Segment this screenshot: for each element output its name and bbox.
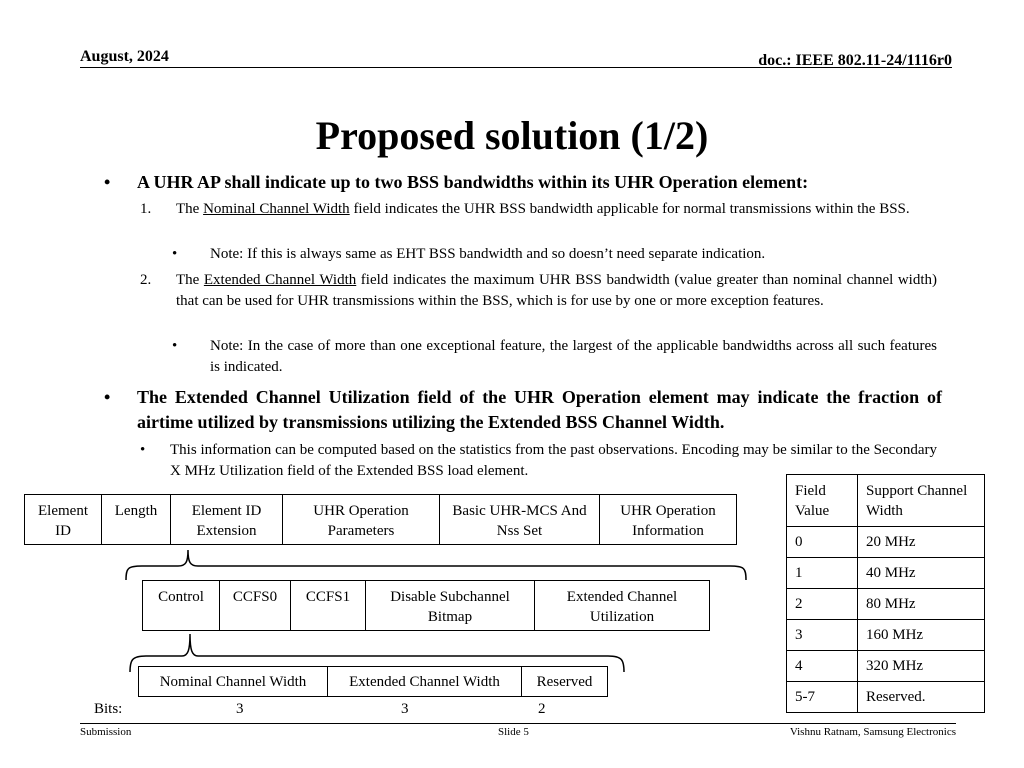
note-2 (172, 336, 942, 378)
table-cell: 20 MHz (858, 527, 985, 558)
bullet-2-sub-text: This information can be computed based on the statistics from the past observations. Encoding may be similar to the Secondary X MHz Utilization field of the Extended BSS load element. (170, 442, 937, 479)
note-1-text: Note: If this is always same as EHT BSS bandwidth and so doesn’t need separate indication. (210, 246, 766, 262)
footer-author: Vishnu Ratnam, Samsung Electronics (789, 726, 956, 738)
table-header: Support Channel Width (858, 475, 985, 527)
info-field: Control (143, 581, 220, 631)
slide-title: Proposed solution (1/2) (315, 113, 709, 158)
table-row (787, 620, 985, 651)
item-1-post: field indicates the UHR BSS bandwidth applicable for normal transmissions within the BSS. (349, 201, 910, 217)
table-cell: 4 (787, 651, 858, 682)
info-field: CCFS1 (291, 581, 366, 631)
bullet-marker: • (104, 387, 111, 407)
table-row (787, 589, 985, 620)
control-field: Reserved (522, 667, 608, 697)
list-number-1: 1. (140, 201, 152, 217)
operation-information-table (142, 580, 710, 631)
info-field: CCFS0 (220, 581, 291, 631)
header-doc-id: doc.: IEEE 802.11-24/1116r0 (758, 52, 952, 69)
table-cell: 3 (787, 620, 858, 651)
table-row (787, 682, 985, 713)
bits-label: Bits: (94, 701, 123, 717)
brace-info-expansion (120, 544, 760, 584)
element-field: UHR Operation Parameters (283, 495, 440, 545)
table-row (787, 651, 985, 682)
table-cell: 40 MHz (858, 558, 985, 589)
list-number-2: 2. (140, 272, 152, 288)
control-field: Nominal Channel Width (139, 667, 328, 697)
info-field: Disable Subchannel Bitmap (366, 581, 535, 631)
table-cell: 5-7 (787, 682, 858, 713)
bits-value: 2 (538, 701, 546, 717)
item-1-pre: The (176, 201, 204, 217)
info-field: Extended Channel Utilization (535, 581, 710, 631)
bullet-2-text: The Extended Channel Utilization field of the UHR Operation element may indicate the fraction of airtime utilized by transmissions utilizing the Extended BSS Channel Width. (137, 387, 942, 432)
bullet-1-text: A UHR AP shall indicate up to two BSS bandwidths within its UHR Operation element: (137, 172, 809, 192)
channel-width-value-table (786, 474, 985, 713)
table-row (787, 558, 985, 589)
element-field: UHR Operation Information (600, 495, 737, 545)
item-2-post: field indicates the maximum UHR BSS bandwidth (value greater than nominal channel width) that can be used for UHR transmissions within the BSS, which is for use by one or more exception features. (176, 272, 937, 309)
element-field: Length (102, 495, 171, 545)
bullet-marker: • (172, 246, 178, 262)
item-2-pre: The (176, 272, 204, 288)
element-field: Basic UHR-MCS And Nss Set (440, 495, 600, 545)
table-cell: 320 MHz (858, 651, 985, 682)
table-cell: 2 (787, 589, 858, 620)
control-subfields-table (138, 666, 608, 697)
bullet-marker: • (140, 442, 146, 458)
note-2-text: Note: In the case of more than one exceptional feature, the largest of the applicable bandwidths across all such features is indicated. (210, 338, 937, 375)
table-cell: 1 (787, 558, 858, 589)
list-item-1 (140, 199, 940, 220)
bullet-marker: • (104, 172, 111, 192)
table-cell: 80 MHz (858, 589, 985, 620)
element-field: Element ID (25, 495, 102, 545)
bits-value: 3 (236, 701, 244, 717)
element-format-table (24, 494, 737, 545)
table-header: Field Value (787, 475, 858, 527)
control-field: Extended Channel Width (328, 667, 522, 697)
header-date: August, 2024 (80, 48, 169, 65)
table-row (787, 527, 985, 558)
bits-value: 3 (401, 701, 409, 717)
list-item-2 (140, 270, 940, 312)
footer-slide-number: Slide 5 (498, 726, 529, 738)
element-field: Element ID Extension (171, 495, 283, 545)
bullet-marker: • (172, 338, 178, 354)
header-divider (80, 67, 952, 68)
footer-submission: Submission (80, 726, 132, 738)
table-cell: Reserved. (858, 682, 985, 713)
footer-divider (80, 723, 956, 724)
extended-channel-width-term: Extended Channel Width (203, 272, 357, 288)
bullet-2 (104, 385, 944, 435)
table-cell: 0 (787, 527, 858, 558)
note-1 (172, 244, 942, 265)
table-cell: 160 MHz (858, 620, 985, 651)
nominal-channel-width-term: Nominal Channel Width (203, 201, 350, 217)
